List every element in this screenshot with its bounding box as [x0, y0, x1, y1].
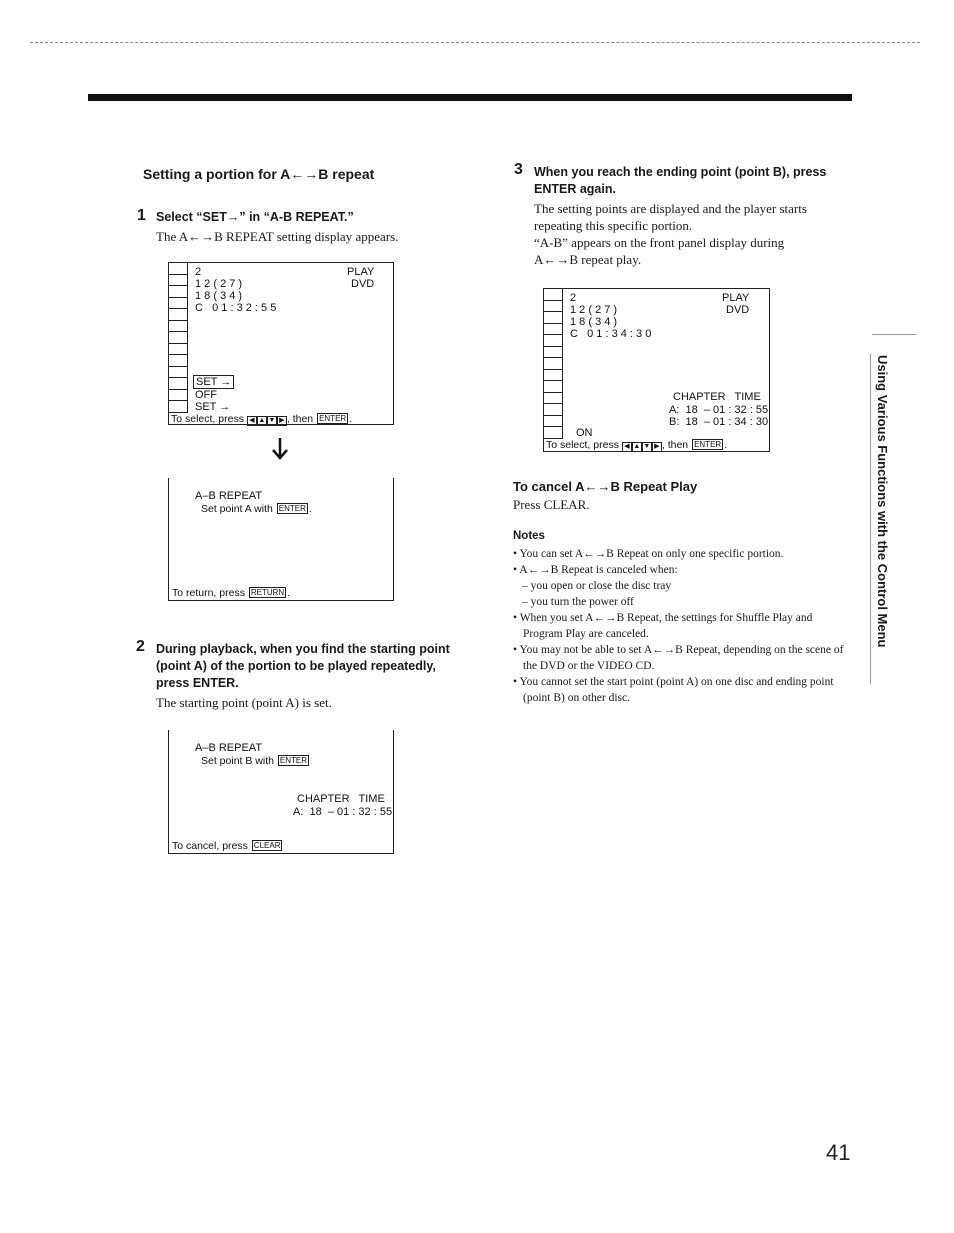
step-1-number: 1 — [137, 207, 146, 224]
option-off: OFF — [195, 389, 217, 401]
step-2-result: The starting point (point A) is set. — [156, 695, 332, 710]
note-subitem: – you open or close the disc tray — [522, 580, 672, 592]
osd-title-number: 2 — [570, 292, 577, 304]
note-item: • You cannot set the start point (point A) on one disc and ending point (point B) on other disc. — [513, 676, 834, 704]
footer-end: . — [724, 439, 728, 451]
note-item: • You can set A←→B Repeat on only one specific portion. — [513, 548, 784, 560]
sub-end: . — [308, 503, 312, 515]
down-arrow-key-icon: ▼ — [643, 443, 651, 450]
left-arrow-key-icon: ◀ — [247, 416, 257, 426]
repeat-status: ON — [576, 427, 593, 439]
right-arrow-key-icon: ▶ — [652, 442, 662, 452]
footer-text: To cancel, press — [172, 840, 248, 852]
footer-text: To select, press — [171, 413, 244, 425]
up-arrow-key-icon: ▲ — [258, 417, 266, 424]
option-set: SET → — [195, 401, 231, 413]
footer-end: . — [349, 413, 353, 425]
footer-text: To select, press — [546, 439, 619, 451]
point-a-value: A: 18 – 01 : 32 : 55 — [293, 806, 393, 818]
osd-chapter: 1 2 ( 2 7 ) — [195, 278, 243, 290]
enter-key: ENTER — [278, 504, 306, 513]
osd-footer — [172, 840, 283, 852]
down-arrow-icon — [272, 438, 288, 465]
osd-screen-setting — [168, 262, 394, 425]
side-tab-label: Using Various Functions with the Control Menu — [875, 355, 890, 648]
step-1-result: The A←→B REPEAT setting display appears. — [156, 229, 399, 244]
set-point-a-text — [201, 503, 312, 515]
chapter-time-header: CHAPTER TIME — [297, 793, 385, 805]
enter-key: ENTER — [279, 756, 308, 765]
osd-track: 1 8 ( 3 4 ) — [570, 316, 618, 328]
note-item: • A←→B Repeat is canceled when: — [513, 564, 678, 576]
osd-track: 1 8 ( 3 4 ) — [195, 290, 243, 302]
menu-tabs — [544, 289, 563, 439]
set-point-b-label: Set point B with — [201, 755, 274, 767]
side-tab-rule — [872, 334, 916, 335]
set-point-a-label: Set point A with — [201, 503, 273, 515]
repeat-title: A–B REPEAT — [195, 742, 263, 754]
down-arrow-key-icon: ▼ — [268, 417, 276, 424]
osd-footer — [546, 439, 727, 452]
side-tab-border — [870, 354, 871, 684]
page-number: 41 — [826, 1140, 851, 1165]
note-item: • When you set A←→B Repeat, the settings for Shuffle Play and Program Play are canceled. — [513, 612, 813, 640]
osd-footer — [172, 587, 290, 599]
notes-list — [513, 546, 848, 706]
osd-time: C 0 1 : 3 4 : 3 0 — [570, 328, 652, 340]
section-title: Setting a portion for A←→B repeat — [143, 166, 375, 182]
point-a-value: A: 18 – 01 : 32 : 55 — [669, 404, 769, 416]
enter-key: ENTER — [694, 440, 722, 449]
notes-heading: Notes — [513, 530, 545, 542]
osd-play-mode: PLAY — [722, 292, 750, 304]
set-point-b-text — [201, 755, 310, 767]
up-arrow-key-icon: ▲ — [633, 443, 641, 450]
footer-end: . — [287, 587, 291, 599]
osd-disc-type: DVD — [726, 304, 750, 316]
osd-chapter: 1 2 ( 2 7 ) — [570, 304, 618, 316]
step-1-instruction: Select “SET→” in “A-B REPEAT.” — [156, 210, 354, 224]
clear-key: CLEAR — [253, 841, 281, 850]
step-2-instruction: During playback, when you find the starting point (point A) of the portion to be played repeatedly, press ENTER. — [156, 642, 450, 690]
osd-screen-point-a — [168, 478, 394, 601]
osd-footer — [171, 413, 352, 426]
footer-text: To return, press — [172, 587, 245, 599]
step-3-result-2: “A-B” appears on the front panel display during A←→B repeat play. — [534, 235, 785, 267]
step-3-instruction: When you reach the ending point (point B), press ENTER again. — [534, 165, 827, 196]
osd-time: C 0 1 : 3 2 : 5 5 — [195, 302, 277, 314]
step-3-number: 3 — [514, 161, 523, 178]
scan-artifact-line — [30, 42, 920, 43]
note-item: • You may not be able to set A←→B Repeat, depending on the scene of the DVD or the VIDEO CD. — [513, 644, 844, 672]
enter-key: ENTER — [319, 414, 347, 423]
osd-disc-type: DVD — [351, 278, 375, 290]
osd-screen-point-b — [168, 730, 394, 854]
osd-play-mode: PLAY — [347, 266, 375, 278]
step-3-result-1: The setting points are displayed and the player starts repeating this specific portion. — [534, 201, 807, 233]
cancel-heading: To cancel A←→B Repeat Play — [513, 479, 698, 494]
side-tab — [872, 355, 892, 685]
footer-then: , then — [286, 413, 314, 425]
step-2-number: 2 — [136, 638, 145, 655]
option-set-selected: SET → — [193, 375, 234, 389]
cancel-text: Press CLEAR. — [513, 497, 590, 512]
return-key: RETURN — [250, 588, 285, 597]
menu-tabs — [169, 263, 188, 413]
repeat-title: A–B REPEAT — [195, 490, 263, 502]
right-arrow-key-icon: ▶ — [277, 416, 287, 426]
osd-title-number: 2 — [195, 266, 202, 278]
point-b-value: B: 18 – 01 : 34 : 30 — [669, 416, 769, 428]
left-arrow-key-icon: ◀ — [622, 442, 632, 452]
chapter-time-header: CHAPTER TIME — [673, 391, 761, 403]
header-rule — [88, 94, 852, 101]
note-subitem: – you turn the power off — [522, 596, 634, 608]
osd-screen-repeat-on — [543, 288, 770, 452]
footer-then: , then — [661, 439, 689, 451]
